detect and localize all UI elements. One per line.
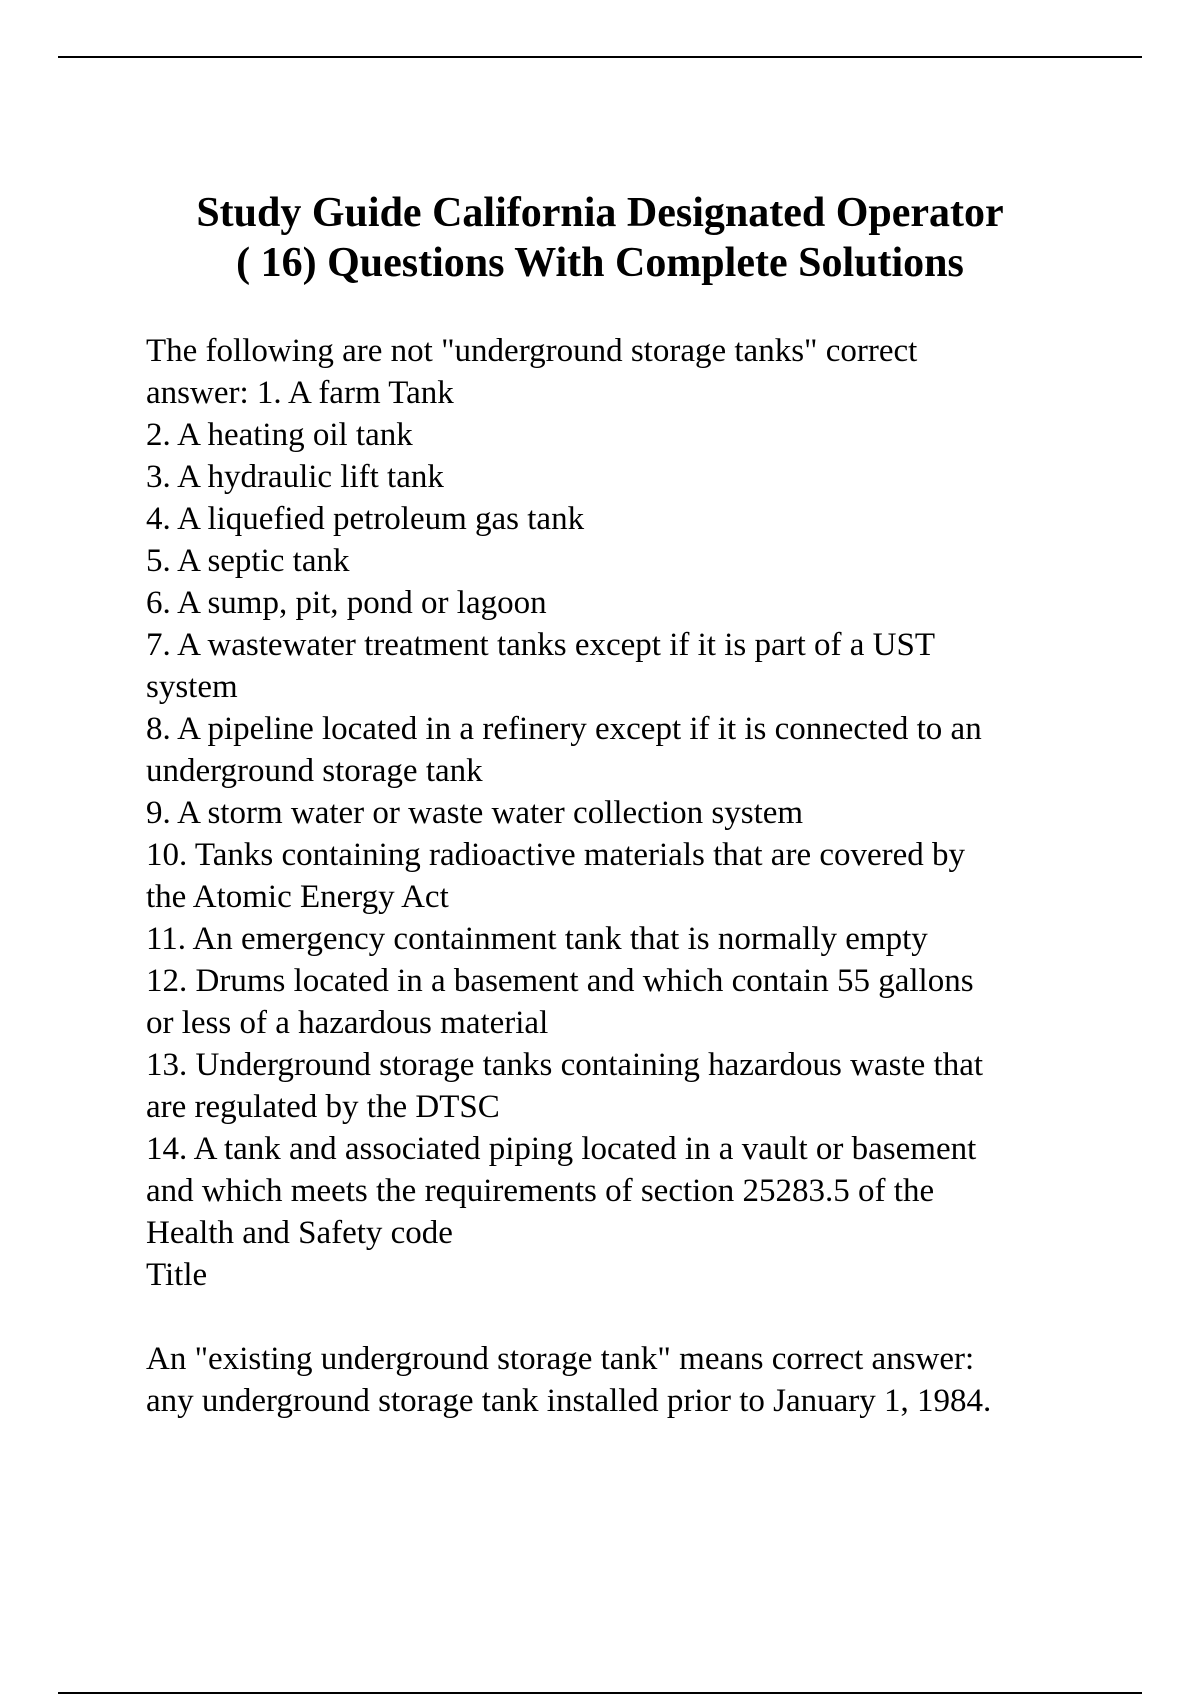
question-2 bbox=[146, 1338, 1146, 1422]
document-title bbox=[0, 188, 1200, 288]
text-line: An "existing underground storage tank" means correct answer: bbox=[146, 1341, 975, 1377]
text-line: 14. A tank and associated piping located in a vault or basement bbox=[146, 1131, 977, 1167]
text-line: 6. A sump, pit, pond or lagoon bbox=[146, 585, 547, 621]
text-line: or less of a hazardous material bbox=[146, 1005, 549, 1041]
text-line: are regulated by the DTSC bbox=[146, 1089, 500, 1125]
text-line: Title bbox=[146, 1257, 208, 1293]
text-line: 3. A hydraulic lift tank bbox=[146, 459, 444, 495]
bottom-rule bbox=[58, 1692, 1142, 1694]
text-line: answer: 1. A farm Tank bbox=[146, 375, 454, 411]
text-line: Health and Safety code bbox=[146, 1215, 453, 1251]
text-line: 2. A heating oil tank bbox=[146, 417, 413, 453]
title-line-1: Study Guide California Designated Operator bbox=[196, 190, 1004, 236]
text-line: 10. Tanks containing radioactive materials that are covered by bbox=[146, 837, 966, 873]
title-line-2: ( 16) Questions With Complete Solutions bbox=[236, 240, 964, 286]
text-line: 8. A pipeline located in a refinery except if it is connected to an bbox=[146, 711, 982, 747]
text-line: 7. A wastewater treatment tanks except if it is part of a UST bbox=[146, 627, 936, 663]
text-line: 5. A septic tank bbox=[146, 543, 350, 579]
text-line: and which meets the requirements of section 25283.5 of the bbox=[146, 1173, 935, 1209]
question-1 bbox=[146, 330, 1146, 1296]
paragraph-gap bbox=[146, 1296, 1146, 1338]
text-line: the Atomic Energy Act bbox=[146, 879, 449, 915]
text-line: any underground storage tank installed prior to January 1, 1984. bbox=[146, 1383, 992, 1419]
document-body bbox=[146, 330, 1146, 1422]
text-line: system bbox=[146, 669, 238, 705]
text-line: The following are not "underground storage tanks" correct bbox=[146, 333, 918, 369]
top-rule bbox=[58, 56, 1142, 58]
text-line: 9. A storm water or waste water collection system bbox=[146, 795, 804, 831]
text-line: underground storage tank bbox=[146, 753, 483, 789]
text-line: 13. Underground storage tanks containing hazardous waste that bbox=[146, 1047, 984, 1083]
text-line: 11. An emergency containment tank that is normally empty bbox=[146, 921, 928, 957]
text-line: 4. A liquefied petroleum gas tank bbox=[146, 501, 585, 537]
text-line: 12. Drums located in a basement and which contain 55 gallons bbox=[146, 963, 974, 999]
